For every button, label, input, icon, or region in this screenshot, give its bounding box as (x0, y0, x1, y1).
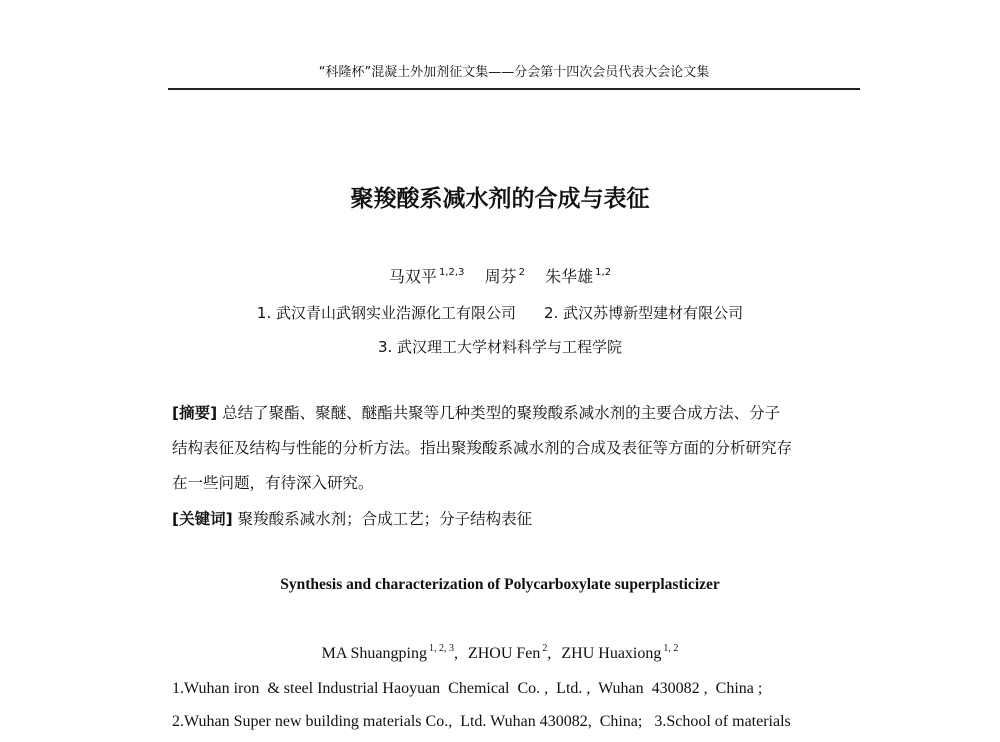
author-affiliation-marker: 1, 2 (663, 643, 679, 654)
author-affiliation-marker: 2 (518, 267, 525, 278)
author-name: 马双平 (388, 267, 437, 286)
abstract-text: 在一些问题，有待深入研究。 (172, 474, 374, 492)
paper-title: 聚羧酸系减水剂的合成与表征 (350, 186, 650, 212)
abstract-label: [摘要] (172, 404, 218, 422)
affiliation: 3. 武汉理工大学材料科学与工程学院 (377, 338, 623, 356)
english-title: Synthesis and characterization of Polycarboxylate superplasticizer (280, 576, 720, 593)
running-header: “科隆杯”混凝土外加剂征文集——分会第十四次会员代表大会论文集 (168, 62, 860, 90)
abstract-line-1 (172, 397, 780, 430)
abstract-text: 总结了聚酯、聚醚、醚酯共聚等几种类型的聚羧酸系减水剂的主要合成方法、分子 (222, 404, 781, 422)
author-name: 朱华雄 (545, 267, 594, 286)
author-affiliation-marker: 1, 2, 3 (428, 643, 454, 654)
abstract-text: 结构表征及结构与性能的分析方法。指出聚羧酸系减水剂的合成及表征等方面的分析研究存 (172, 439, 793, 457)
affiliation: 2. 武汉苏博新型建材有限公司 (544, 304, 744, 322)
keywords-label: [关键词] (172, 510, 233, 528)
keywords-text: 聚羧酸系减水剂；合成工艺；分子结构表征 (237, 510, 533, 528)
author-name: MA Shuangping (321, 645, 427, 662)
affiliation: 1. 武汉青山武钢实业浩源化工有限公司 (256, 304, 516, 322)
english-affiliation: 1.Wuhan iron & steel Industrial Haoyuan Chemical Co. , Ltd. , Wuhan 430082 , China ; (172, 680, 763, 697)
author-affiliation-marker: 2 (542, 643, 548, 654)
chinese-author-list (0, 264, 1000, 287)
author-name: 周芬 (484, 267, 517, 286)
author-affiliation-marker: 1,2,3 (438, 267, 465, 278)
author-name: ZHU Huaxiong (561, 645, 662, 662)
chinese-affiliations-row-1 (0, 302, 1000, 323)
author-affiliation-marker: 1,2 (595, 267, 612, 278)
english-author-list: MA Shuangping $^{1, 2, 3}$, ZHOU Fen $^2$, ZHU Huaxiong $^{1, 2}$ (321, 643, 679, 662)
keywords-line (172, 503, 532, 536)
english-affiliation: 2.Wuhan Super new building materials Co., Ltd. Wuhan 430082, China; 3.School of materials (172, 713, 791, 730)
author-name: ZHOU Fen (467, 645, 541, 662)
